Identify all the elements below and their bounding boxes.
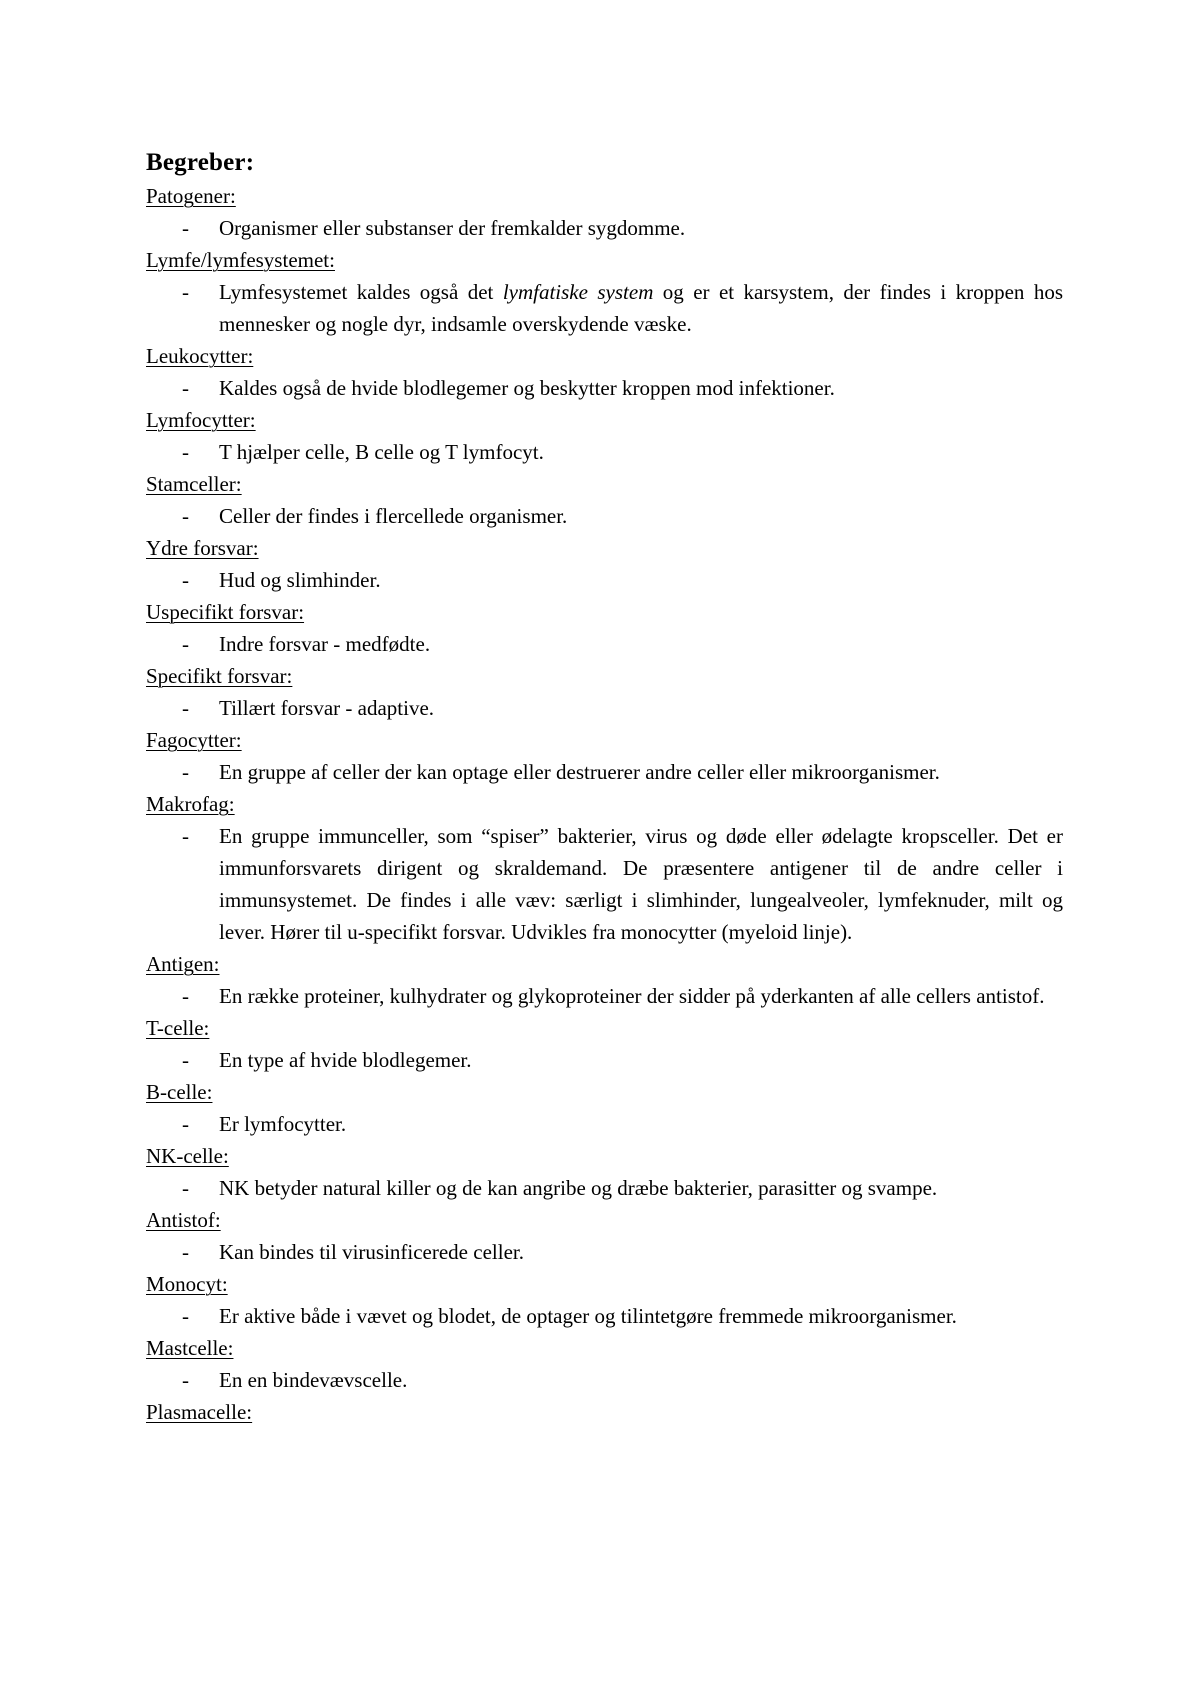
bullet-dash: - [182, 440, 189, 464]
bullet-dash: - [182, 216, 189, 240]
bullet-dash: - [182, 1368, 189, 1392]
definition-text: Er lymfocytter. [219, 1112, 347, 1136]
definition-nk-celle [146, 1172, 1063, 1204]
term-specifikt-forsvar: Specifikt forsvar: [146, 664, 293, 688]
definition-text: Tillært forsvar - adaptive. [219, 696, 435, 720]
definition-text: Organismer eller substanser der fremkalder sygdomme. [219, 216, 686, 240]
definition-text: og er et karsystem, der findes i kroppen hos mennesker og nogle dyr, indsamle overskydende væske. [219, 280, 1064, 336]
bullet-dash: - [182, 504, 189, 528]
definition-ydre-forsvar [146, 564, 1063, 596]
definition-text: Lymfesystemet kaldes også det [219, 280, 503, 304]
definition-text: Kan bindes til virusinficerede celler. [219, 1240, 524, 1264]
definition-t-celle [146, 1044, 1063, 1076]
bullet-dash: - [182, 1176, 189, 1200]
definition-lymfesystemet [146, 276, 1063, 340]
definition-lymfocytter [146, 436, 1063, 468]
definition-stamceller [146, 500, 1063, 532]
bullet-dash: - [182, 632, 189, 656]
bullet-dash: - [182, 568, 189, 592]
definition-italic-text: lymfatiske system [502, 280, 654, 304]
term-uspecifikt-forsvar: Uspecifikt forsvar: [146, 600, 305, 624]
bullet-dash: - [182, 824, 189, 848]
bullet-dash: - [182, 760, 189, 784]
term-makrofag: Makrofag: [146, 792, 235, 816]
definition-antistof [146, 1236, 1063, 1268]
term-nk-celle: NK-celle: [146, 1144, 229, 1168]
definition-text: Celler der findes i flercellede organismer. [219, 504, 568, 528]
term-plasmacelle: Plasmacelle: [146, 1400, 253, 1424]
definition-b-celle [146, 1108, 1063, 1140]
bullet-dash: - [182, 1240, 189, 1264]
definition-text: En gruppe immunceller, som “spiser” bakterier, virus og døde eller ødelagte kropsceller. Det er immunforsvarets dirigent og skraldemand. De præsentere antigener til de andre celler i immunsystemet. De findes i alle væv: særligt i slimhinder, lungealveoler, lymfeknuder, milt og lever. Hører til u-specifikt forsvar. Udvikles fra monocytter (myeloid linje). [219, 824, 1063, 944]
term-fagocytter: Fagocytter: [146, 728, 242, 752]
definition-text: En en bindevævscelle. [219, 1368, 408, 1392]
term-monocyt: Monocyt: [146, 1272, 228, 1296]
definition-text: En gruppe af celler der kan optage eller destruerer andre celler eller mikroorganismer. [219, 760, 940, 784]
definition-makrofag [146, 820, 1063, 948]
definition-text: Kaldes også de hvide blodlegemer og beskytter kroppen mod infektioner. [219, 376, 835, 400]
bullet-dash: - [182, 696, 189, 720]
term-t-celle: T-celle: [146, 1016, 210, 1040]
bullet-dash: - [182, 1048, 189, 1072]
term-ydre-forsvar: Ydre forsvar: [146, 536, 259, 560]
definition-monocyt [146, 1300, 1063, 1332]
document-page [146, 146, 1063, 1428]
definition-uspecifikt-forsvar [146, 628, 1063, 660]
definition-text: En række proteiner, kulhydrater og glykoproteiner der sidder på yderkanten af alle cellers antistof. [219, 984, 1045, 1008]
term-antigen: Antigen: [146, 952, 220, 976]
definition-antigen [146, 980, 1063, 1012]
term-leukocytter: Leukocytter: [146, 344, 254, 368]
definition-text: Er aktive både i vævet og blodet, de optager og tilintetgøre fremmede mikroorganismer. [219, 1304, 957, 1328]
definition-text: En type af hvide blodlegemer. [219, 1048, 472, 1072]
page-title: Begreber: [146, 149, 255, 176]
term-mastcelle: Mastcelle: [146, 1336, 234, 1360]
term-antistof: Antistof: [146, 1208, 221, 1232]
bullet-dash: - [182, 984, 189, 1008]
definition-text: Hud og slimhinder. [219, 568, 381, 592]
term-lymfocytter: Lymfocytter: [146, 408, 256, 432]
definition-leukocytter [146, 372, 1063, 404]
bullet-dash: - [182, 376, 189, 400]
bullet-dash: - [182, 1112, 189, 1136]
term-stamceller: Stamceller: [146, 472, 242, 496]
term-b-celle: B-celle: [146, 1080, 213, 1104]
definition-text: NK betyder natural killer og de kan angribe og dræbe bakterier, parasitter og svampe. [219, 1176, 938, 1200]
term-lymfesystemet: Lymfe/lymfesystemet: [146, 248, 335, 272]
definition-text: T hjælper celle, B celle og T lymfocyt. [219, 440, 544, 464]
definition-mastcelle [146, 1364, 1063, 1396]
definition-specifikt-forsvar [146, 692, 1063, 724]
term-patogener: Patogener: [146, 184, 236, 208]
definition-fagocytter [146, 756, 1063, 788]
bullet-dash: - [182, 1304, 189, 1328]
definition-patogener [146, 212, 1063, 244]
definition-text: Indre forsvar - medfødte. [219, 632, 431, 656]
bullet-dash: - [182, 280, 189, 304]
